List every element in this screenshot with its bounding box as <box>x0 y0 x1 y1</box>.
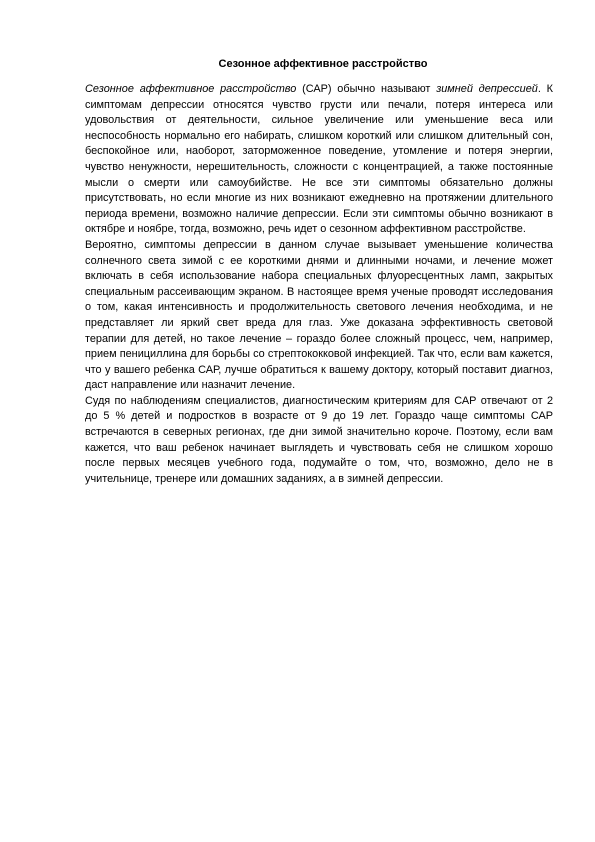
paragraph-3: Судя по наблюдениям специалистов, диагностическим критериям для САР отвечают от 2 до 5 % детей и подростков в возрасте от 9 до 19 лет. Гораздо чаще симптомы САР встречаются в северных регионах, где дни зимой значительно короче. Поэтому, если вам кажется, что ваш ребенок начинает выглядеть и чувствовать себя не слишком хорошо после первых месяцев учебного года, подумайте о том, что, возможно, дело не в учительнице, тренере или домашних заданиях, а в зимней депрессии. <box>85 394 553 485</box>
document-title: Сезонное аффективное расстройство <box>218 58 428 70</box>
document-page <box>85 57 553 487</box>
paragraph-1-part-b: . К симптомам депрессии относятся чувство грусти или печали, потеря интереса или удовольствия от деятельности, сильное увеличение или уменьшение веса или неспособность нормально его набирать, слишком короткий или слишком длительный сон, беспокойное или, наоборот, заторможенное поведение, утомление и потеря энергии, чувство ненужности, нерешительность, сложности с концентрацией, а также постоянные мысли о смерти или самоубийстве. Не все эти симптомы обязательно должны присутствовать, но если многие из них возникают ежедневно на протяжении длительного периода времени, возможно наличие депрессии. Если эти симптомы обычно возникают в октябре и ноябре, тогда, возможно, речь идет о сезонном аффективном расстройстве. <box>85 83 553 236</box>
term-winter-depression: зимней депрессией <box>436 83 538 95</box>
paragraph-1 <box>85 82 553 238</box>
paragraph-2: Вероятно, симптомы депрессии в данном случае вызывает уменьшение количества солнечного света зимой с ее короткими днями и длинными ночами, и лечение может включать в себя использование набора специальных флуоресцентных ламп, закрытых специальным рассеивающим экраном. В настоящее время ученые проводят исследования о том, какая интенсивность и продолжительность светового лечения необходима, и не представляет ли яркий свет вреда для глаз. Уже доказана эффективность световой терапии для детей, но такое лечение – гораздо более сложный процесс, чем, например, прием пенициллина для борьбы со стрептококковой инфекцией. Так что, если вам кажется, что у вашего ребенка САР, лучше обратиться к вашему доктору, который поставит диагноз, даст направление или назначит лечение. <box>85 238 553 392</box>
paragraph-1-part-a: (САР) обычно называют <box>296 83 437 95</box>
term-sar: Сезонное аффективное расстройство <box>85 83 297 95</box>
